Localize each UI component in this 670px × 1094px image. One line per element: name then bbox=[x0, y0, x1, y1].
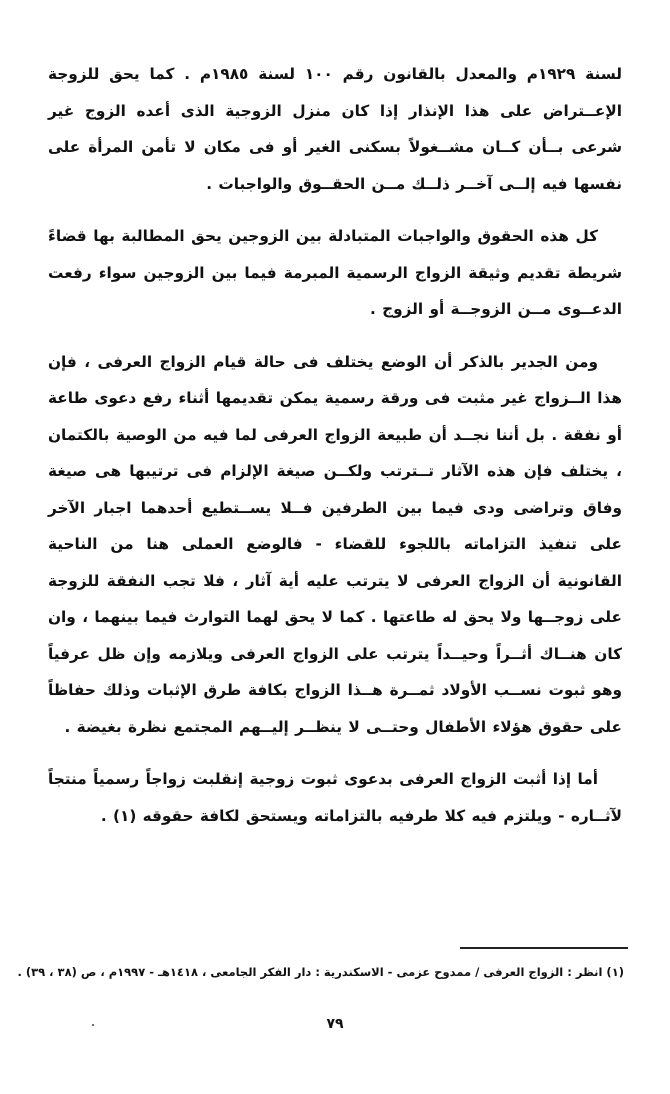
main-text bbox=[48, 56, 622, 834]
scan-speck bbox=[92, 1024, 94, 1026]
footnote: (١) انظر : الزواج العرفى / ممدوح عزمى - الاسكندرية : دار الفكر الجامعى ، ١٤١٨هـ - ١٩٩٧م ، ص (٣٨ ، ٣٩) . bbox=[17, 965, 624, 979]
paragraph-3: ومن الجدير بالذكر أن الوضع يختلف فى حالة قيام الزواج العرفى ، فإن هذا الــزواج غير مثبت فى ورقة رسمية يمكن تقديمها أثناء رفع دعوى طاعة أو نفقة . بل أننا نجــد أن طبيعة الزواج العرفى لما فيه من الوصية بالكتمان ، يختلف فإن هذه الآثار تــترتب ولكــن صيغة الإلزام فى ترتيبها هى صيغة وفاق وتراضى ودى فيما بين الطرفين فــلا يســتطيع أحدهما اجبار الآخر على تنفيذ التزاماته باللجوء للقضاء - فالوضع العملى هنا من الناحية القانونية أن الزواج العرفى لا يترتب عليه أية آثار ، فلا تجب النفقة للزوجة على زوجــها ولا يحق له طاعتها . كما لا يحق لهما التوارث فيما بينهما ، وان كان هنــاك أثــراً وحيــداً يترتب على الزواج العرفى ويلازمه وإن ظل عرفياً وهو ثبوت نســب الأولاد ثمــرة هــذا الزواج بكافة طرق الإثبات وذلك حفاظاً على حقوق هؤلاء الأطفال وحتــى لا ينظــر إليــهم المجتمع نظرة بغيضة . bbox=[48, 352, 622, 736]
paragraph-2: كل هذه الحقوق والواجبات المتبادلة بين الزوجين يحق المطالبة بها قضاءً شريطة تقديم وثيقة الزواج الرسمية المبرمة فيما بين الزوجين سواء رفعت الدعــوى مــن الزوجــة أو الزوج . bbox=[48, 227, 622, 318]
paragraph-1: لسنة ١٩٢٩م والمعدل بالقانون رقم ١٠٠ لسنة ١٩٨٥م . كما يحق للزوجة الإعــتراض على هذا الإنذار إذا كان منزل الزوجية الذى أعده الزوج غير شرعى بــأن كــان مشــغولاً بسكنى الغير أو فى مكان لا تأمن المرأة على نفسها فيه إلــى آخــر ذلــك مــن الحقــوق والواجبات . bbox=[48, 65, 622, 193]
paragraph-4: أما إذا أثبت الزواج العرفى بدعوى ثبوت زوجية إنقلبت زواجاً رسمياً منتجاً لآثــاره - ويلتزم فيه كلا طرفيه بالتزاماته ويستحق لكافة حقوقه (١) . bbox=[48, 770, 622, 825]
footnote-separator bbox=[460, 947, 628, 949]
page-number: ٧٩ bbox=[326, 1016, 344, 1032]
